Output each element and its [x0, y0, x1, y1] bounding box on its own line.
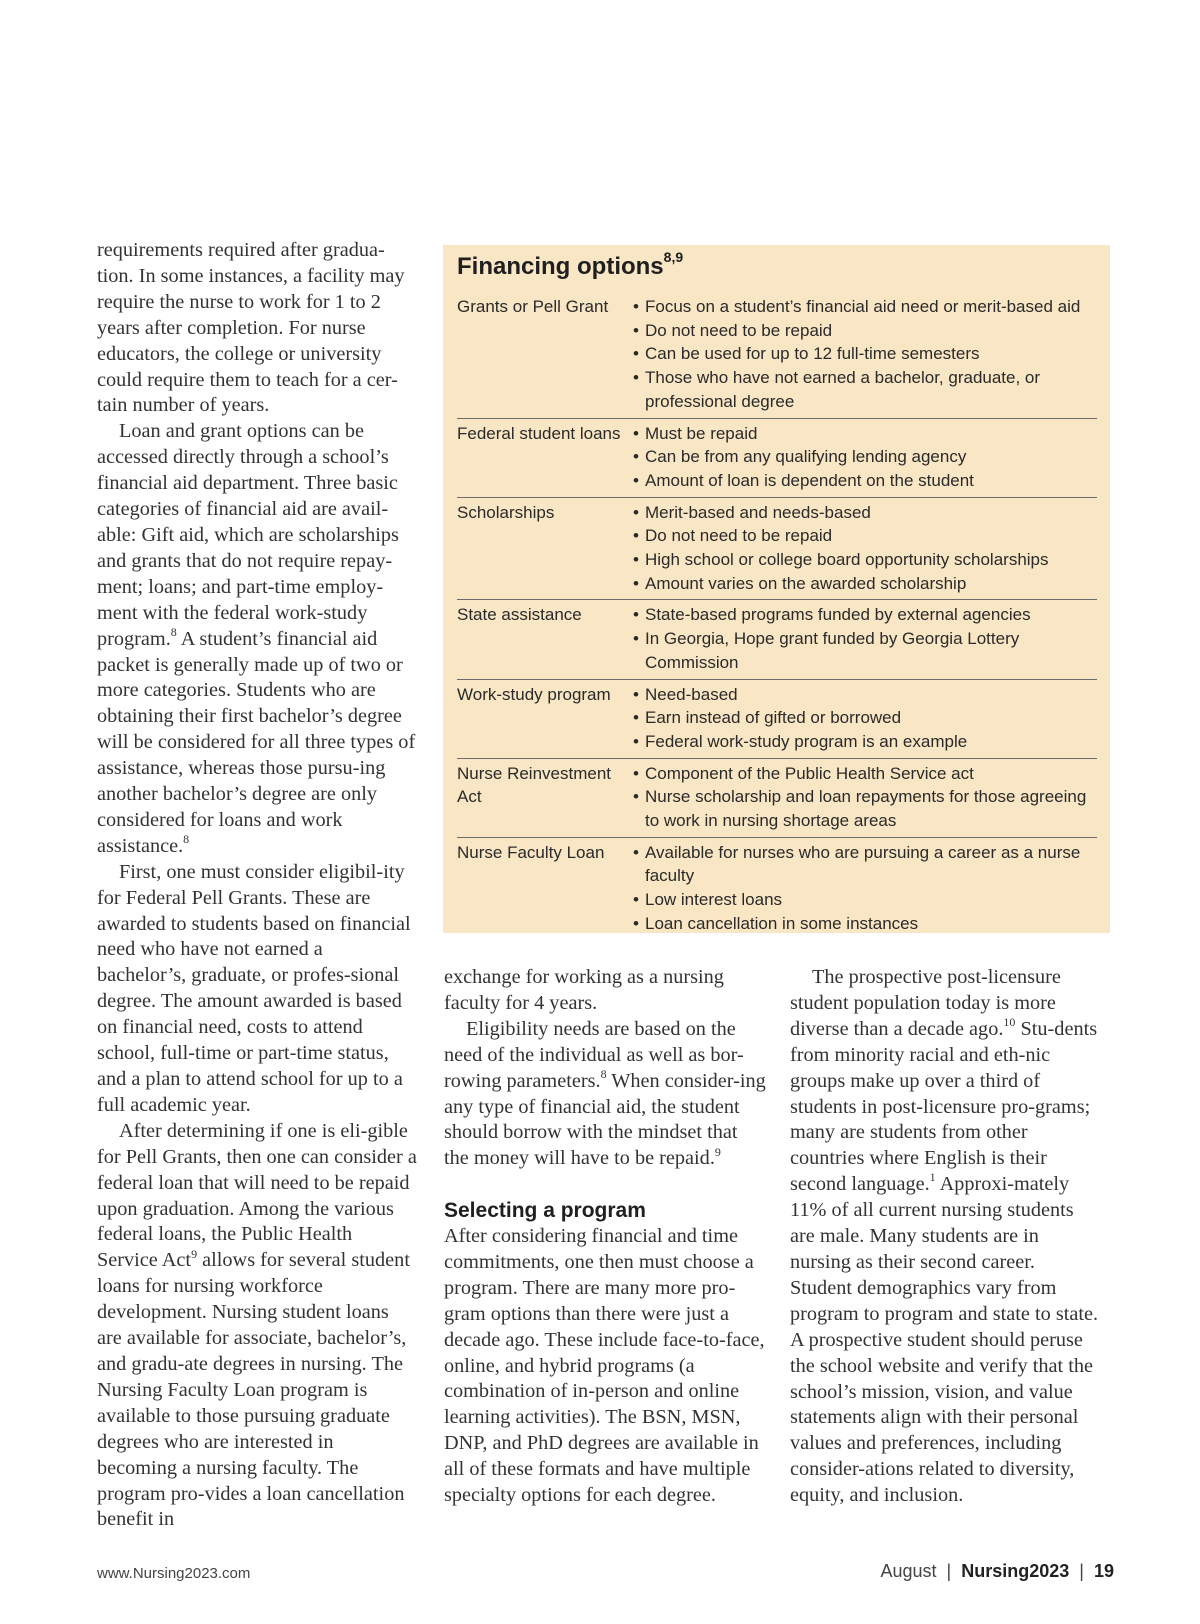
paragraph: [444, 1017, 766, 1172]
financing-options-sidebar: [443, 245, 1110, 933]
row-details: [633, 497, 1097, 600]
financing-options-table: [457, 295, 1097, 940]
divider: |: [946, 1561, 952, 1581]
paragraph-text: Approxi-mately 11% of all current nursing students are male. Many students are in nursing as their second career. Student demographics vary from program to program and state to state. A prospective student should peruse the school website and verify that the school’s mission, vision, and value statements align with their personal values and preferences, including consider-ations related to diversity, equity, and inclusion.: [790, 1173, 1099, 1507]
bullet-item: • Available for nurses who are pursuing a career as a nurse faculty: [633, 841, 1097, 888]
table-row: [457, 837, 1097, 939]
bullet-item: • Component of the Public Health Service act: [633, 762, 1097, 786]
body-column-2: [444, 965, 766, 1509]
row-category: Work-study program: [457, 679, 633, 758]
paragraph: exchange for working as a nursing faculty for 4 years.: [444, 966, 724, 1014]
bullet-item: • Loan cancellation in some instances: [633, 912, 1097, 936]
row-category: Grants or Pell Grant: [457, 295, 633, 418]
paragraph-text: Stu-dents from minority racial and eth-nic groups make up over a third of students in post-licensure pro-grams; many are students from other countries where English is their second language.: [790, 1017, 1098, 1196]
bullet-item: • Amount of loan is dependent on the student: [633, 469, 1097, 493]
footer-month: August: [880, 1561, 937, 1581]
paragraph: After considering financial and time commitments, one then must choose a program. There are many more pro-gram options than there were just a decade ago. These include face-to-face, online, and hybrid programs (a combination of in-person and online learning activities). The BSN, MSN, DNP, and PhD degrees are available in all of these formats and have multiple specialty options for each degree.: [444, 1225, 765, 1507]
table-row: [457, 418, 1097, 497]
table-row: [457, 600, 1097, 679]
row-category: Federal student loans: [457, 418, 633, 497]
reference-superscript: 1: [929, 1170, 936, 1185]
bullet-item: • Focus on a student’s financial aid need or merit-based aid: [633, 295, 1097, 319]
paragraph-text: A student’s financial aid packet is generally made up of two or more categories. Students who are obtaining their first bachelor’s degree will be considered for all three types of assistance, whereas those pursu-ing another bachelor’s degree are only considered for loans and work assistance.: [97, 627, 416, 857]
paragraph-text: After determining if one is eli-gible for Pell Grants, then one can consider a federal loan that will need to be repaid upon graduation. Among the various federal loans, the Public Health Service Act: [97, 1119, 417, 1272]
reference-superscript: 9: [714, 1144, 721, 1159]
bullet-item: • High school or college board opportunity scholarships: [633, 548, 1097, 572]
sidebar-title: [457, 249, 684, 281]
bullet-item: • Merit-based and needs-based: [633, 501, 1097, 525]
table-row: [457, 295, 1097, 418]
paragraph-text: When consider-ing any type of financial aid, the student should borrow with the mindset that the money will have to be repaid.: [444, 1069, 766, 1170]
bullet-list: [633, 501, 1097, 596]
paragraph: requirements required after gradua-tion. In some instances, a facility may require the nurse to work for 1 to 2 years after completion. For nurse educators, the college or university could require them to teach for a cer-tain number of years.: [97, 239, 405, 417]
reference-superscript: 8: [600, 1066, 607, 1081]
divider: |: [1079, 1561, 1084, 1581]
reference-superscript: 8: [170, 624, 177, 639]
paragraph: [97, 419, 417, 859]
footer-folio: [881, 1561, 1115, 1582]
bullet-list: [633, 295, 1097, 414]
spacer: [444, 1172, 766, 1198]
bullet-list: [633, 422, 1097, 493]
paragraph: [790, 965, 1100, 1509]
bullet-item: • Nurse scholarship and loan repayments for those agreeing to work in nursing shortage areas: [633, 785, 1097, 832]
bullet-item: • Need-based: [633, 683, 1097, 707]
bullet-list: [633, 603, 1097, 674]
footer-journal: Nursing2023: [961, 1561, 1070, 1581]
page-number: 19: [1093, 1561, 1114, 1581]
row-details: [633, 679, 1097, 758]
bullet-item: • In Georgia, Hope grant funded by Georgia Lottery Commission: [633, 627, 1097, 674]
row-category: Nurse Reinvestment Act: [457, 758, 633, 837]
section-heading: Selecting a program: [444, 1199, 646, 1223]
row-details: [633, 837, 1097, 939]
bullet-item: • Do not need to be repaid: [633, 524, 1097, 548]
bullet-item: • Do not need to be repaid: [633, 319, 1097, 343]
bullet-item: • Earn instead of gifted or borrowed: [633, 706, 1097, 730]
reference-superscript: 8: [183, 832, 190, 847]
reference-superscript: 8,9: [663, 249, 684, 265]
row-details: [633, 600, 1097, 679]
row-category: Nurse Faculty Loan: [457, 842, 605, 862]
paragraph-text: Eligibility needs are based on the need of the individual as well as bor-rowing parameters.: [444, 1017, 744, 1092]
sidebar-title-text: Financing options: [457, 253, 664, 280]
body-column-3: [790, 965, 1100, 1509]
bullet-item: • Federal work-study program is an example: [633, 730, 1097, 754]
bullet-list: [633, 762, 1097, 833]
table-row: [457, 679, 1097, 758]
paragraph: [97, 1119, 417, 1534]
bullet-item: • Amount varies on the awarded scholarship: [633, 572, 1097, 596]
row-details: [633, 758, 1097, 837]
bullet-list: [633, 683, 1097, 754]
bullet-item: • State-based programs funded by external agencies: [633, 603, 1097, 627]
bullet-item: • Those who have not earned a bachelor, graduate, or professional degree: [633, 366, 1097, 413]
paragraph: First, one must consider eligibil-ity for Federal Pell Grants. These are awarded to students based on financial need who have not earned a bachelor’s, graduate, or profes-sional degree. The amount awarded is based on financial need, costs to attend school, full-time or part-time status, and a plan to attend school for up to a full academic year.: [97, 860, 411, 1116]
bullet-item: • Can be from any qualifying lending agency: [633, 445, 1097, 469]
reference-superscript: 9: [191, 1246, 198, 1261]
body-column-1: [97, 238, 417, 1533]
table-row: [457, 497, 1097, 600]
row-category: Scholarships: [457, 497, 633, 600]
row-category: State assistance: [457, 600, 633, 679]
paragraph-text: The prospective post-licensure student population today is more diverse than a decade ago.: [790, 966, 1061, 1040]
bullet-item: • Can be used for up to 12 full-time semesters: [633, 342, 1097, 366]
footer-website[interactable]: www.Nursing2023.com: [97, 1565, 251, 1582]
row-details: [633, 418, 1097, 497]
paragraph-text: Loan and grant options can be accessed directly through a school’s financial aid department. Three basic categories of financial aid are avail-able: Gift aid, which are scholarships and grants that do not require repay-ment; loans; and part-time employ-ment with the federal work-study program.: [97, 420, 399, 650]
paragraph-text: allows for several student loans for nursing workforce development. Nursing student loans are available for associate, bachelor’s, and gradu-ate degrees in nursing. The Nursing Faculty Loan program is available to those pursuing graduate degrees who are interested in becoming a nursing faculty. The program pro-vides a loan cancellation benefit in: [97, 1249, 410, 1531]
table-row: [457, 758, 1097, 837]
bullet-item: • Low interest loans: [633, 888, 1097, 912]
bullet-item: • Must be repaid: [633, 422, 1097, 446]
row-details: [633, 295, 1097, 418]
bullet-list: [633, 841, 1097, 936]
reference-superscript: 10: [1003, 1015, 1016, 1030]
